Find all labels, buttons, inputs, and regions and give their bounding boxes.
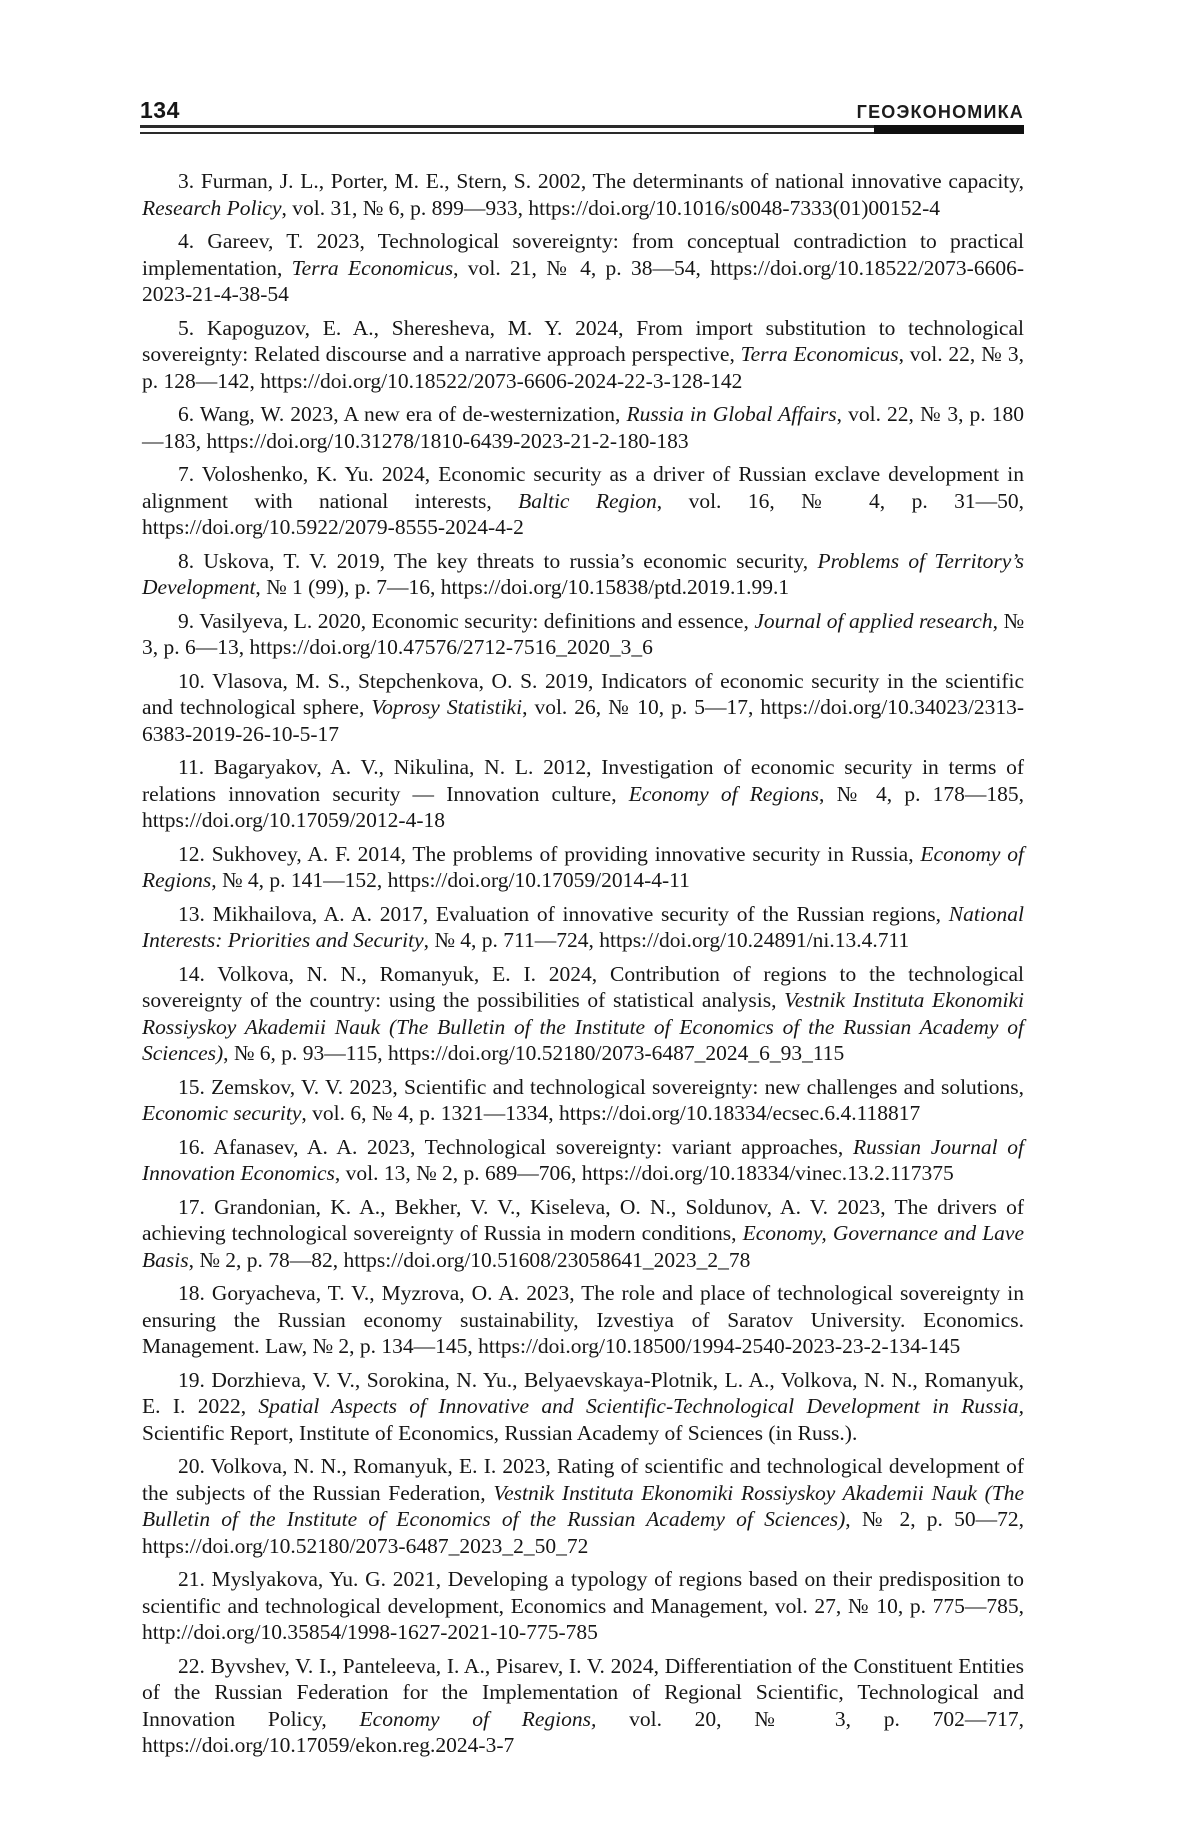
reference-item bbox=[142, 901, 1024, 954]
reference-text: 6. Wang, W. 2023, A new era of de-westernization, bbox=[178, 402, 627, 426]
reference-journal-title: Spatial Aspects of Innovative and Scientific-Technological Development in Russia, bbox=[258, 1394, 1024, 1418]
reference-item bbox=[142, 608, 1024, 661]
reference-item bbox=[142, 1194, 1024, 1274]
reference-item bbox=[142, 1074, 1024, 1127]
reference-text: , № 1 (99), p. 7—16, https://doi.org/10.15838/ptd.2019.1.99.1 bbox=[255, 575, 790, 599]
reference-text: , vol. 26, № 10, p. 5—17, https://doi.org/10.34023/2313-6383-2019-26-10-5-17 bbox=[142, 695, 1024, 746]
reference-item bbox=[142, 1453, 1024, 1559]
reference-text: , vol. 21, № 4, p. 38—54, https://doi.org/10.18522/2073-6606-2023-21-4-38-54 bbox=[142, 255, 1024, 306]
reference-text: 4. Gareev, T. 2023, Technological sovereignty: from conceptual contradiction to practical implementation, bbox=[142, 229, 1024, 280]
reference-text: Scientific Report, Institute of Economics, Russian Academy of Sciences (in Russ.). bbox=[142, 1420, 858, 1445]
reference-journal-title: Russia in Global Affairs bbox=[626, 402, 837, 426]
header-rule bbox=[140, 125, 1024, 134]
reference-text: 13. Mikhailova, A. A. 2017, Evaluation of innovative security of the Russian regions, bbox=[178, 901, 949, 926]
reference-item bbox=[142, 841, 1024, 894]
reference-journal-title: Economy, Governance and Lave Basis bbox=[142, 1221, 1024, 1272]
reference-text: 17. Grandonian, K. A., Bekher, V. V., Kiseleva, O. N., Soldunov, A. V. 2023, The drivers of achieving technological sovereignty of Russia in modern conditions, bbox=[142, 1194, 1024, 1245]
reference-text: , № 4, p. 711—724, https://doi.org/10.24891/ni.13.4.711 bbox=[423, 928, 910, 952]
reference-text: 11. Bagaryakov, A. V., Nikulina, N. L. 2012, Investigation of economic security in terms of relations innovation security — Innovation culture, bbox=[142, 755, 1024, 806]
reference-text: , № 2, p. 78—82, https://doi.org/10.51608/23058641_2023_2_78 bbox=[188, 1247, 751, 1272]
page-number: 134 bbox=[140, 97, 180, 123]
running-head-section-title: ГЕОЭКОНОМИКА bbox=[856, 102, 1024, 122]
reference-text: 18. Goryacheva, T. V., Myzrova, O. A. 2023, The role and place of technological sovereignty in ensuring the Russian economy sustainability, Izvestiya of Saratov University. Economics. Management. Law, № 2, p. 134—145, https://doi.org/10.18500/1994-2540-2023-23-2-134-145 bbox=[142, 1281, 1024, 1358]
reference-item bbox=[142, 961, 1024, 1067]
reference-journal-title: Economy of Regions bbox=[628, 781, 820, 806]
reference-journal-title: Vestnik Instituta Ekonomiki Rossiyskoy Akademii Nauk (The Bulletin of the Institute of Economics of the Russian Academy of Sciences) bbox=[142, 988, 1025, 1065]
reference-journal-title: Journal of applied research bbox=[754, 608, 993, 633]
reference-text: 14. Volkova, N. N., Romanyuk, E. I. 2024, Contribution of regions to the technological sovereignty of the country: using the possibilities of statistical analysis, bbox=[142, 961, 1024, 1012]
reference-text: , № 4, p. 178—185, https://doi.org/10.17059/2012-4-18 bbox=[142, 781, 1024, 832]
reference-text: , № 2, p. 50—72, https://doi.org/10.52180/2073-6487_2023_2_50_72 bbox=[142, 1507, 1024, 1558]
running-header bbox=[140, 97, 1024, 124]
reference-text: 21. Myslyakova, Yu. G. 2021, Developing a typology of regions based on their predisposition to scientific and technological development, Economics and Management, vol. 27, № 10, p. 775—785, http://doi.org/10.35854/1998-1627-2021-10-775-785 bbox=[142, 1567, 1024, 1644]
reference-text: , № 6, p. 93—115, https://doi.org/10.52180/2073-6487_2024_6_93_115 bbox=[223, 1041, 845, 1065]
reference-item bbox=[142, 228, 1024, 308]
reference-journal-title: National Interests: Priorities and Security bbox=[142, 901, 1024, 952]
reference-text: , vol. 13, № 2, p. 689—706, https://doi.org/10.18334/vinec.13.2.117375 bbox=[334, 1161, 954, 1185]
reference-journal-title: Vestnik Instituta Ekonomiki Rossiyskoy Akademii Nauk (The Bulletin of the Institute of Economics of the Russian Academy of Sciences) bbox=[142, 1480, 1024, 1531]
reference-item bbox=[142, 401, 1024, 454]
reference-journal-title: Baltic Region bbox=[518, 488, 657, 513]
reference-journal-title: Terra Economicus bbox=[291, 255, 454, 280]
reference-text: 12. Sukhovey, A. F. 2014, The problems of providing innovative security in Russia, bbox=[178, 841, 921, 866]
reference-item bbox=[142, 461, 1024, 541]
reference-item bbox=[142, 1134, 1024, 1187]
reference-journal-title: Economy of Regions bbox=[142, 841, 1024, 892]
reference-journal-title: Voprosy Statistiki bbox=[371, 695, 523, 719]
reference-text: , № 4, p. 141—152, https://doi.org/10.17059/2014-4-11 bbox=[211, 868, 690, 892]
reference-text: 22. Byvshev, V. I., Panteleeva, I. A., Pisarev, I. V. 2024, Differentiation of the Constituent Entities of the Russian Federation for the Implementation of Regional Scientific, Technological and Innovation Policy, bbox=[142, 1653, 1024, 1731]
reference-text: 10. Vlasova, M. S., Stepchenkova, O. S. 2019, Indicators of economic security in the scientific and technological sphere, bbox=[142, 668, 1024, 719]
reference-text: 7. Voloshenko, K. Yu. 2024, Economic security as a driver of Russian exclave development in alignment with national interests, bbox=[142, 462, 1024, 513]
reference-journal-title: Problems of Territory’s Development bbox=[142, 548, 1024, 599]
reference-text: 5. Kapoguzov, E. A., Sheresheva, M. Y. 2024, From import substitution to technological sovereignty: Related discourse and a narrative approach perspective, bbox=[142, 315, 1024, 366]
reference-item bbox=[142, 315, 1024, 395]
reference-text: 3. Furman, J. L., Porter, M. E., Stern, S. 2002, The determinants of national innovative capacity, bbox=[178, 169, 1024, 193]
reference-item bbox=[142, 1653, 1024, 1759]
references-list bbox=[142, 168, 1024, 1759]
reference-text: 16. Afanasev, A. A. 2023, Technological sovereignty: variant approaches, bbox=[178, 1134, 853, 1159]
reference-text: 20. Volkova, N. N., Romanyuk, E. I. 2023, Rating of scientific and technological development of the subjects of the Russian Federation, bbox=[142, 1454, 1024, 1505]
reference-journal-title: Economy of Regions, bbox=[359, 1706, 597, 1731]
reference-item bbox=[142, 1367, 1024, 1447]
reference-text: 15. Zemskov, V. V. 2023, Scientific and technological sovereignty: new challenges and solutions, bbox=[178, 1074, 1024, 1099]
reference-item bbox=[142, 1280, 1024, 1360]
header-rule-thick-bar bbox=[874, 125, 1024, 134]
reference-item bbox=[142, 168, 1024, 221]
reference-item bbox=[142, 548, 1024, 601]
reference-text: , vol. 22, № 3, p. 128—142, https://doi.org/10.18522/2073-6606-2024-22-3-128-142 bbox=[142, 342, 1024, 393]
reference-item bbox=[142, 1566, 1024, 1646]
reference-text: , vol. 22, № 3, p. 180—183, https://doi.org/10.31278/1810-6439-2023-21-2-180-183 bbox=[142, 402, 1024, 453]
reference-text: vol. 20, № 3, p. 702—717, https://doi.org/10.17059/ekon.reg.2024-3-7 bbox=[142, 1706, 1024, 1757]
reference-text: 9. Vasilyeva, L. 2020, Economic security: definitions and essence, bbox=[178, 608, 755, 633]
reference-text: 19. Dorzhieva, V. V., Sorokina, N. Yu., Belyaevskaya-Plotnik, L. A., Volkova, N. N., Romanyuk, E. I. 2022, bbox=[142, 1367, 1024, 1418]
reference-text: , vol. 31, № 6, p. 899—933, https://doi.org/10.1016/s0048-7333(01)00152-4 bbox=[281, 195, 941, 220]
reference-text: , vol. 16, № 4, p. 31—50, https://doi.org/10.5922/2079-8555-2024-4-2 bbox=[142, 488, 1024, 539]
reference-text: , № 3, p. 6—13, https://doi.org/10.47576/2712-7516_2020_3_6 bbox=[142, 608, 1025, 659]
reference-journal-title: Russian Journal of Innovation Economics bbox=[142, 1134, 1024, 1185]
reference-journal-title: Terra Economicus bbox=[740, 342, 899, 366]
reference-journal-title: Economic security bbox=[142, 1101, 302, 1125]
reference-item bbox=[142, 754, 1024, 834]
reference-text: , vol. 6, № 4, p. 1321—1334, https://doi.org/10.18334/ecsec.6.4.118817 bbox=[301, 1101, 921, 1125]
reference-text: 8. Uskova, T. V. 2019, The key threats to russia’s economic security, bbox=[178, 548, 818, 573]
reference-item bbox=[142, 668, 1024, 748]
reference-journal-title: Research Policy bbox=[142, 195, 282, 220]
